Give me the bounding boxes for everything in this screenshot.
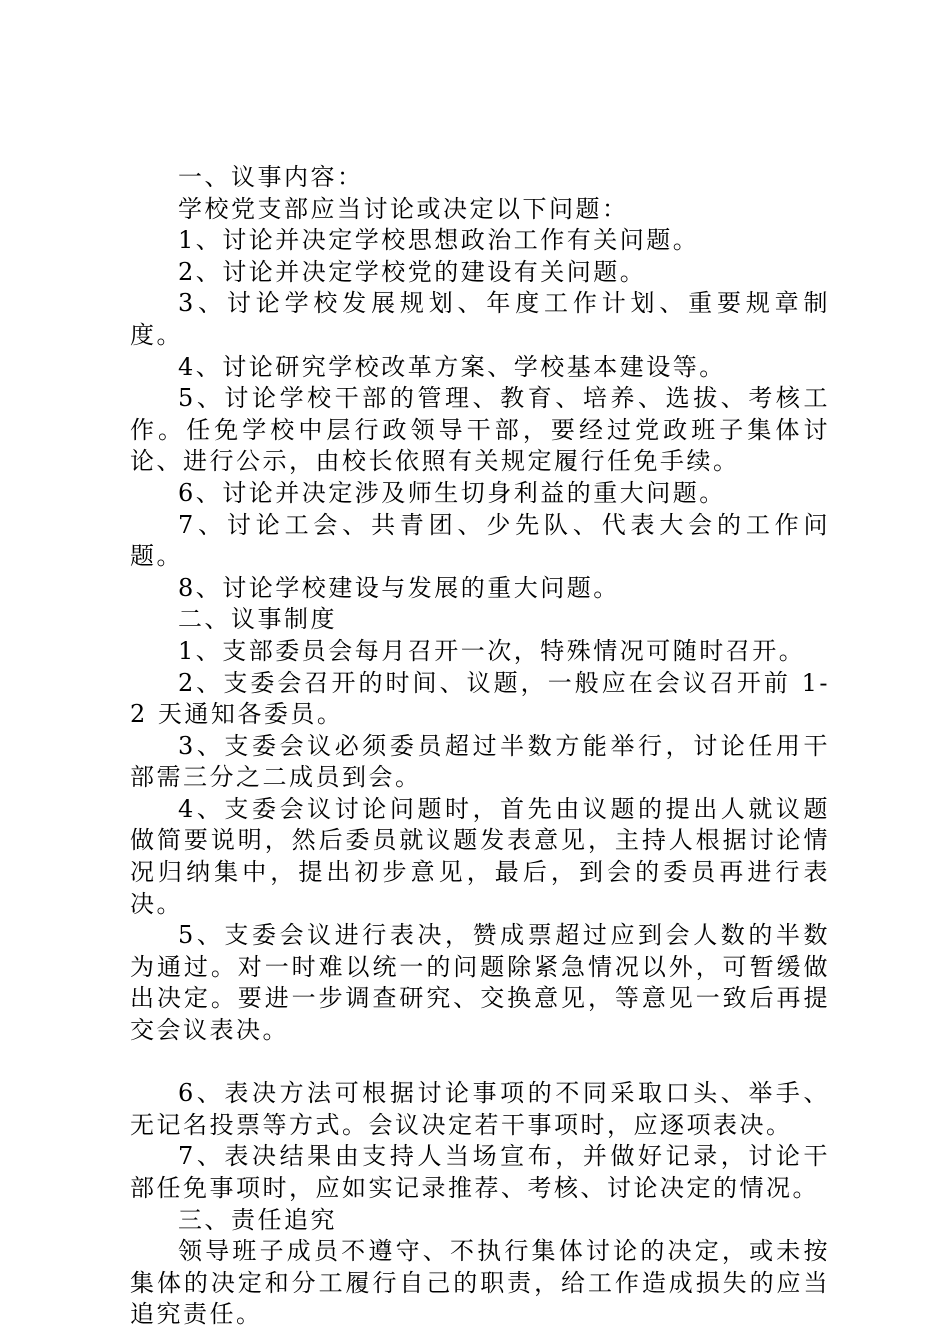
list-item: 4、支委会议讨论问题时，首先由议题的提出人就议题做简要说明，然后委员就议题发表意见，主持人根据讨论情况归纳集中，提出初步意见，最后，到会的委员再进行表决。 bbox=[130, 794, 830, 918]
document-body bbox=[130, 162, 830, 1331]
section-heading-accountability: 三、责任追究 bbox=[178, 1205, 337, 1234]
list-item: 7、讨论工会、共青团、少先队、代表大会的工作问题。 bbox=[130, 510, 830, 571]
list-item: 3、讨论学校发展规划、年度工作计划、重要规章制度。 bbox=[130, 289, 830, 349]
list-item: 5、讨论学校干部的管理、教育、培养、选拔、考核工作。任免学校中层行政领导干部，要经过党政班子集体讨论、进行公示，由校长依照有关规定履行任免手续。 bbox=[130, 384, 830, 476]
list-item: 6、表决方法可根据讨论事项的不同采取口头、举手、无记名投票等方式。会议决定若干事项时，应逐项表决。 bbox=[130, 1079, 830, 1139]
section-heading-agenda-content: 一、议事内容： bbox=[178, 163, 364, 191]
accountability-paragraph: 领导班子成员不遵守、不执行集体讨论的决定，或未按集体的决定和分工履行自己的职责，给工作造成损失的应当追究责任。 bbox=[130, 1237, 830, 1329]
section-heading-procedure: 二、议事制度 bbox=[178, 605, 337, 634]
list-item: 7、表决结果由支持人当场宣布，并做好记录，讨论干部任免事项时，应如实记录推荐、考核、讨论决定的情况。 bbox=[130, 1142, 830, 1202]
list-item: 2、讨论并决定学校党的建设有关问题。 bbox=[178, 257, 647, 286]
list-item: 5、支委会议进行表决，赞成票超过应到会人数的半数为通过。对一时难以统一的问题除紧急情况以外，可暂缓做出决定。要进一步调查研究、交换意见，等意见一致后再提交会议表决。 bbox=[130, 921, 830, 1045]
list-item: 8、讨论学校建设与发展的重大问题。 bbox=[178, 573, 620, 602]
list-item: 4、讨论研究学校改革方案、学校基本建设等。 bbox=[178, 352, 726, 381]
list-item: 1、支部委员会每月召开一次，特殊情况可随时召开。 bbox=[178, 636, 806, 665]
intro-paragraph: 学校党支部应当讨论或决定以下问题： bbox=[178, 194, 629, 223]
list-item: 6、讨论并决定涉及师生切身利益的重大问题。 bbox=[178, 478, 726, 507]
list-item: 1、讨论并决定学校思想政治工作有关问题。 bbox=[178, 226, 700, 255]
list-item: 3、支委会议必须委员超过半数方能举行，讨论任用干部需三分之二成员到会。 bbox=[130, 731, 830, 792]
list-item: 2、支委会召开的时间、议题，一般应在会议召开前 1-2 天通知各委员。 bbox=[130, 668, 830, 729]
